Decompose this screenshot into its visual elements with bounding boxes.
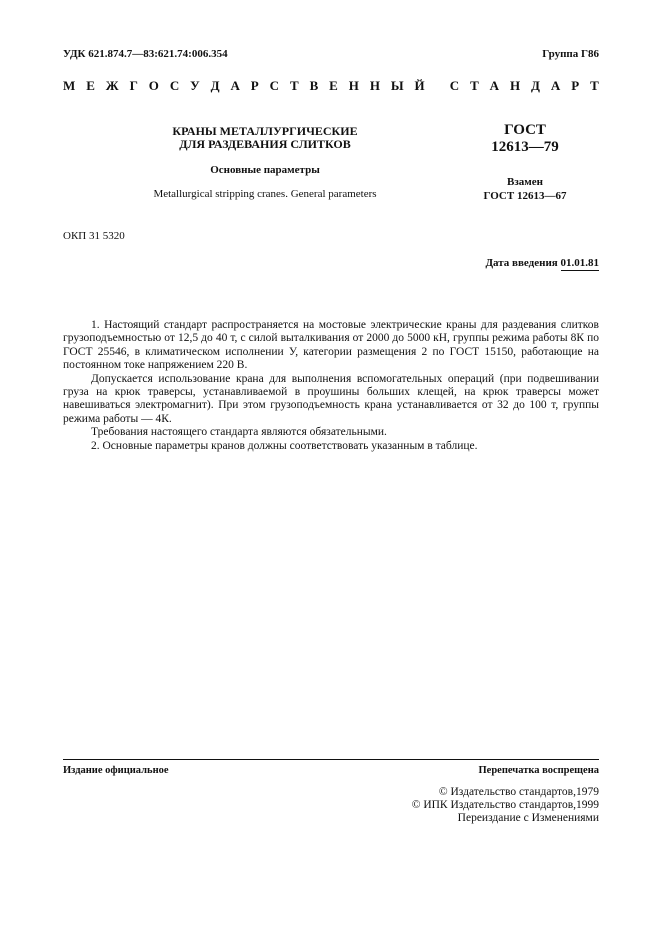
banner-letter: А xyxy=(230,78,240,93)
banner-letter: А xyxy=(550,78,561,93)
replaces-label: Взамен xyxy=(507,176,543,188)
paragraph-4: 2. Основные параметры кранов должны соответствовать указанным в таблице. xyxy=(91,439,478,452)
banner-letter: Ж xyxy=(105,78,119,93)
banner-letter: Е xyxy=(86,78,95,93)
banner-letter: С xyxy=(169,78,180,93)
banner-letter: О xyxy=(148,78,159,93)
banner-letter: С xyxy=(269,78,280,93)
copyright-1979: © Издательство стандартов,1979 xyxy=(438,786,599,798)
classification-group: Группа Г86 xyxy=(542,48,599,60)
paragraph-1: 1. Настоящий стандарт распространяется на мостовые электрические краны для раздевания слитков грузоподъемностью от 12,5 до 40 т, с силой выталкивания от 2000 до 5000 кН, группы режима работы 8К по ГОСТ 25546, в климатическом исполнении У, категории размещения 2 по ГОСТ 15150, работающие на постоянном токе напряжением 220 В. xyxy=(63,319,599,372)
introduction-date xyxy=(485,257,599,269)
footer-divider xyxy=(63,759,599,760)
banner-letter: Р xyxy=(571,78,580,93)
banner-letter: Н xyxy=(348,78,359,93)
gost-designation xyxy=(470,122,580,156)
gost-number: 12613—79 xyxy=(491,139,559,155)
banner-letter: Н xyxy=(369,78,380,93)
introduction-label: Дата введения xyxy=(485,257,561,269)
okp-code: ОКП 31 5320 xyxy=(63,230,125,242)
paragraph-2: Допускается использование крана для выполнения вспомогательных операций (при подвешивании груза на крюк траверсы, устанавливаемой в проушины больших клещей, на крюк траверсы может навешиваться электромагнит). При этом грузоподъемность крана устанавливается от 32 до 100 т, группы режима работы — 4К. xyxy=(63,372,599,425)
official-edition: Издание официальное xyxy=(63,765,169,776)
gost-label: ГОСТ xyxy=(504,122,546,138)
reissue-note: Переиздание с Изменениями xyxy=(457,812,599,824)
interstate-standard-banner xyxy=(63,78,599,94)
banner-letter: Д xyxy=(531,78,540,93)
banner-letter: Д xyxy=(210,78,220,93)
banner-letter: У xyxy=(190,78,200,93)
banner-letter: Р xyxy=(250,78,259,93)
banner-letter: С xyxy=(449,78,460,93)
banner-letter: Е xyxy=(329,78,338,93)
copyright-1999: © ИПК Издательство стандартов,1999 xyxy=(411,799,599,811)
paragraph-3: Требования настоящего стандарта являются обязательными. xyxy=(91,426,387,439)
banner-letter: Н xyxy=(509,78,521,93)
document-subtitle: Основные параметры xyxy=(210,164,320,176)
banner-letter xyxy=(436,78,439,94)
document-title xyxy=(145,125,385,151)
reprint-prohibited: Перепечатка воспрещена xyxy=(478,765,599,776)
title-line-1: КРАНЫ МЕТАЛЛУРГИЧЕСКИЕ xyxy=(172,124,358,138)
replaces-value: ГОСТ 12613—67 xyxy=(483,190,567,202)
banner-letter: М xyxy=(63,78,76,93)
banner-letter: Т xyxy=(590,78,599,93)
banner-letter: Ы xyxy=(390,78,404,93)
udk-code: УДК 621.874.7—83:621.74:006.354 xyxy=(63,48,228,60)
banner-letter: Й xyxy=(414,78,425,93)
banner-letter: Г xyxy=(129,78,138,93)
banner-letter: Т xyxy=(289,78,299,93)
introduction-date-value: 01.01.81 xyxy=(560,257,599,269)
body-text xyxy=(63,319,599,453)
banner-letter: Т xyxy=(470,78,479,93)
banner-letter: А xyxy=(489,78,500,93)
title-line-2: ДЛЯ РАЗДЕВАНИЯ СЛИТКОВ xyxy=(179,137,351,151)
english-title: Metallurgical stripping cranes. General parameters xyxy=(153,188,377,200)
banner-letter: В xyxy=(309,78,319,93)
